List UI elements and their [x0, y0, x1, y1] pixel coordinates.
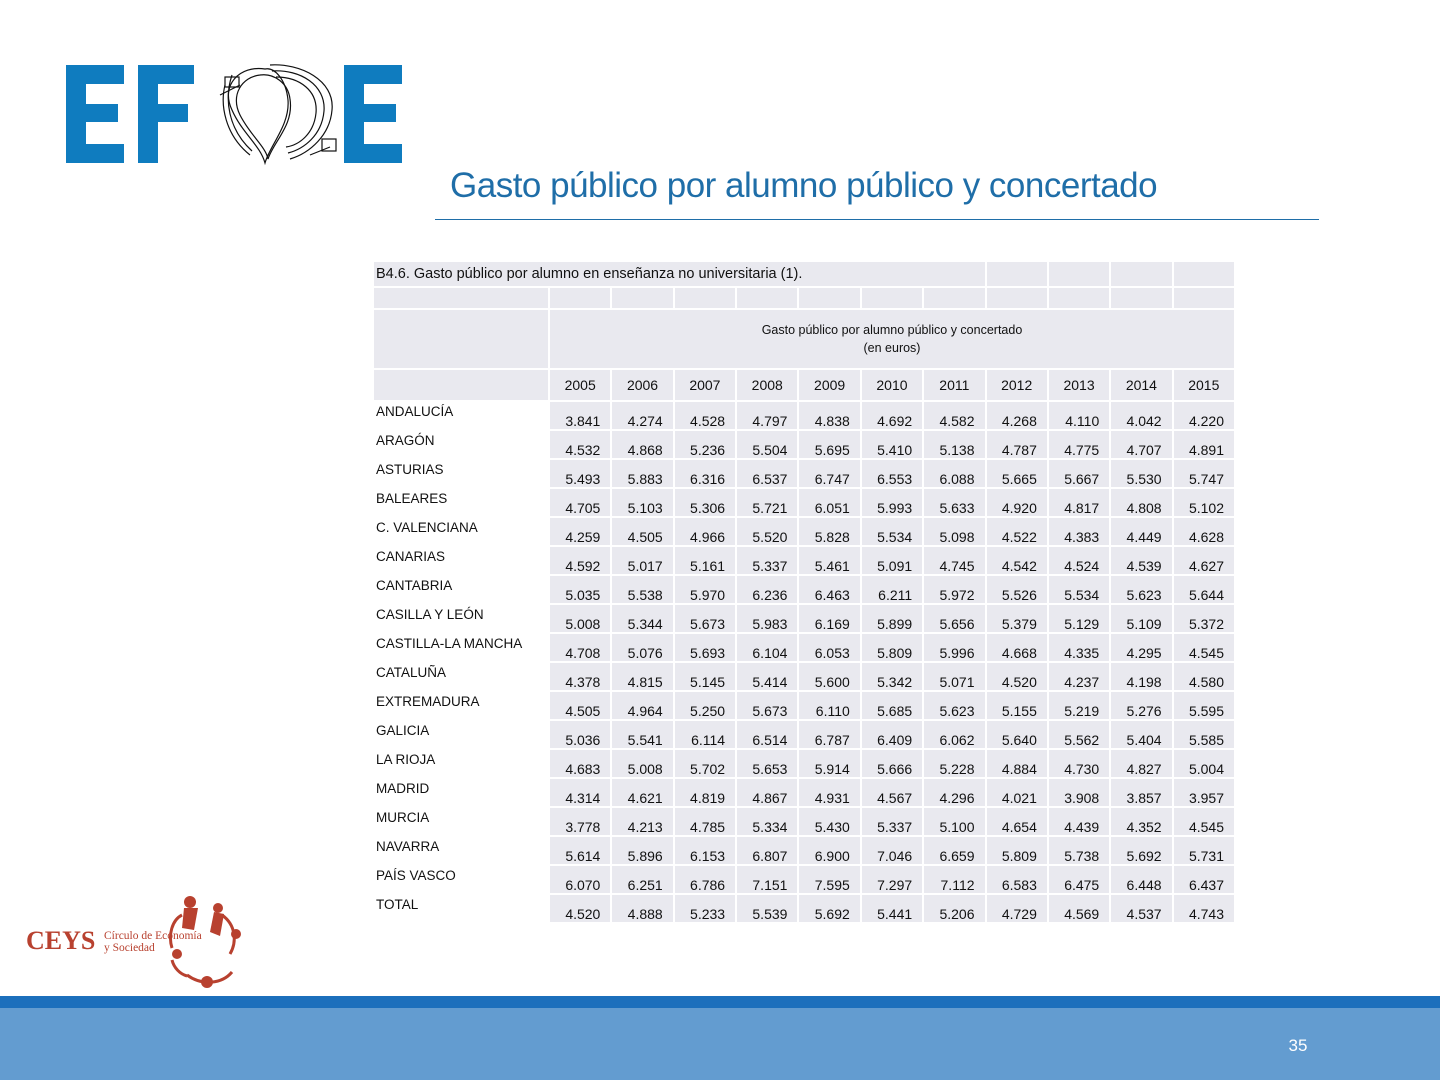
value-cell: 4.582	[924, 402, 984, 429]
value-cell: 4.729	[987, 895, 1047, 922]
value-cell: 5.623	[924, 692, 984, 719]
value-cell: 6.051	[799, 489, 859, 516]
value-cell: 5.896	[612, 837, 672, 864]
value-cell: 5.071	[924, 663, 984, 690]
value-cell: 4.532	[550, 431, 610, 458]
value-cell: 4.314	[550, 779, 610, 806]
value-cell: 5.614	[550, 837, 610, 864]
value-cell: 5.640	[987, 721, 1047, 748]
ceys-short-name: CEYS	[26, 926, 96, 955]
value-cell: 5.129	[1049, 605, 1109, 632]
value-cell: 5.520	[737, 518, 797, 545]
value-cell: 4.259	[550, 518, 610, 545]
region-name: ANDALUCÍA	[376, 404, 454, 419]
value-cell: 5.673	[675, 605, 735, 632]
year-header-row	[374, 370, 1234, 400]
year-header: 2008	[737, 370, 797, 400]
value-cell: 4.545	[1174, 808, 1234, 835]
value-cell: 5.665	[987, 460, 1047, 487]
value-cell: 5.526	[987, 576, 1047, 603]
value-cell: 4.817	[1049, 489, 1109, 516]
value-cell: 4.592	[550, 547, 610, 574]
value-cell: 4.335	[1049, 634, 1109, 661]
value-cell: 4.628	[1174, 518, 1234, 545]
value-cell: 4.213	[612, 808, 672, 835]
value-cell: 4.383	[1049, 518, 1109, 545]
value-cell: 6.448	[1111, 866, 1171, 893]
value-cell: 5.337	[737, 547, 797, 574]
value-cell: 6.409	[862, 721, 922, 748]
value-cell: 4.787	[987, 431, 1047, 458]
value-cell: 5.747	[1174, 460, 1234, 487]
table-row	[374, 460, 1234, 487]
ceys-line1: Círculo de Economía	[104, 930, 202, 942]
value-cell: 5.585	[1174, 721, 1234, 748]
value-cell: 6.062	[924, 721, 984, 748]
value-cell: 5.138	[924, 431, 984, 458]
region-name: MURCIA	[376, 810, 430, 825]
ceys-full-name	[104, 930, 202, 954]
slide-title: Gasto público por alumno público y concertado	[450, 166, 1158, 205]
value-cell: 3.841	[550, 402, 610, 429]
value-cell: 4.920	[987, 489, 1047, 516]
value-cell: 6.659	[924, 837, 984, 864]
year-header: 2015	[1174, 370, 1234, 400]
table-row	[374, 489, 1234, 516]
value-cell: 6.104	[737, 634, 797, 661]
region-name: LA RIOJA	[376, 752, 436, 767]
table-row	[374, 605, 1234, 632]
value-cell: 4.654	[987, 808, 1047, 835]
region-name: ARAGÓN	[376, 433, 435, 448]
value-cell: 5.236	[675, 431, 735, 458]
value-cell: 4.520	[550, 895, 610, 922]
region-name: CASILLA Y LEÓN	[376, 607, 484, 622]
value-cell: 5.538	[612, 576, 672, 603]
value-cell: 5.738	[1049, 837, 1109, 864]
spending-table	[372, 260, 1236, 924]
value-cell: 4.867	[737, 779, 797, 806]
value-cell: 3.857	[1111, 779, 1171, 806]
value-cell: 5.004	[1174, 750, 1234, 777]
year-header: 2012	[987, 370, 1047, 400]
value-cell: 5.334	[737, 808, 797, 835]
value-cell: 5.493	[550, 460, 610, 487]
page-number: 35	[1288, 1036, 1308, 1055]
value-cell: 6.153	[675, 837, 735, 864]
value-cell: 6.583	[987, 866, 1047, 893]
value-cell: 4.569	[1049, 895, 1109, 922]
value-cell: 4.627	[1174, 547, 1234, 574]
value-cell: 4.797	[737, 402, 797, 429]
value-cell: 5.100	[924, 808, 984, 835]
year-header: 2014	[1111, 370, 1171, 400]
table-row	[374, 779, 1234, 806]
value-cell: 5.993	[862, 489, 922, 516]
region-name: EXTREMADURA	[376, 694, 480, 709]
value-cell: 4.785	[675, 808, 735, 835]
value-cell: 5.883	[612, 460, 672, 487]
value-cell: 5.914	[799, 750, 859, 777]
value-cell: 5.692	[1111, 837, 1171, 864]
value-cell: 6.787	[799, 721, 859, 748]
value-cell: 5.091	[862, 547, 922, 574]
value-cell: 4.542	[987, 547, 1047, 574]
value-cell: 5.008	[550, 605, 610, 632]
table-row	[374, 576, 1234, 603]
table-subheader	[550, 310, 1234, 368]
value-cell: 4.743	[1174, 895, 1234, 922]
value-cell: 4.505	[550, 692, 610, 719]
value-cell: 4.931	[799, 779, 859, 806]
value-cell: 5.539	[737, 895, 797, 922]
value-cell: 5.702	[675, 750, 735, 777]
value-cell: 4.537	[1111, 895, 1171, 922]
table-row	[374, 518, 1234, 545]
value-cell: 5.600	[799, 663, 859, 690]
value-cell: 4.021	[987, 779, 1047, 806]
value-cell: 5.461	[799, 547, 859, 574]
value-cell: 5.008	[612, 750, 672, 777]
value-cell: 4.838	[799, 402, 859, 429]
value-cell: 5.666	[862, 750, 922, 777]
value-cell: 4.237	[1049, 663, 1109, 690]
title-divider	[435, 219, 1319, 220]
region-name: MADRID	[376, 781, 430, 796]
table-row	[374, 808, 1234, 835]
table-row	[374, 692, 1234, 719]
value-cell: 6.437	[1174, 866, 1234, 893]
value-cell: 5.899	[862, 605, 922, 632]
value-cell: 5.206	[924, 895, 984, 922]
value-cell: 6.236	[737, 576, 797, 603]
value-cell: 4.580	[1174, 663, 1234, 690]
value-cell: 5.372	[1174, 605, 1234, 632]
value-cell: 4.730	[1049, 750, 1109, 777]
value-cell: 4.966	[675, 518, 735, 545]
value-cell: 6.514	[737, 721, 797, 748]
value-cell: 6.537	[737, 460, 797, 487]
table-row	[374, 547, 1234, 574]
value-cell: 6.807	[737, 837, 797, 864]
value-cell: 6.786	[675, 866, 735, 893]
value-cell: 5.656	[924, 605, 984, 632]
year-header: 2006	[612, 370, 672, 400]
value-cell: 4.198	[1111, 663, 1171, 690]
value-cell: 6.463	[799, 576, 859, 603]
region-name: C. VALENCIANA	[376, 520, 478, 535]
value-cell: 7.297	[862, 866, 922, 893]
table-row	[374, 837, 1234, 864]
value-cell: 4.522	[987, 518, 1047, 545]
table-row	[374, 750, 1234, 777]
value-cell: 5.228	[924, 750, 984, 777]
value-cell: 4.888	[612, 895, 672, 922]
value-cell: 5.430	[799, 808, 859, 835]
value-cell: 5.809	[987, 837, 1047, 864]
value-cell: 6.553	[862, 460, 922, 487]
value-cell: 3.908	[1049, 779, 1109, 806]
value-cell: 5.504	[737, 431, 797, 458]
value-cell: 6.053	[799, 634, 859, 661]
value-cell: 5.972	[924, 576, 984, 603]
value-cell: 5.306	[675, 489, 735, 516]
blank-row	[374, 288, 1234, 308]
subheader-line1: Gasto público por alumno público y concertado	[761, 323, 1023, 337]
value-cell: 5.076	[612, 634, 672, 661]
value-cell: 5.103	[612, 489, 672, 516]
value-cell: 4.505	[612, 518, 672, 545]
ceys-line2: y Sociedad	[104, 942, 155, 954]
region-name: CATALUÑA	[376, 665, 447, 680]
value-cell: 5.098	[924, 518, 984, 545]
value-cell: 5.693	[675, 634, 735, 661]
table-row	[374, 431, 1234, 458]
footer-stripe	[0, 996, 1440, 1008]
region-name: PAÍS VASCO	[376, 868, 456, 883]
footer-bar	[0, 1008, 1440, 1080]
value-cell: 4.449	[1111, 518, 1171, 545]
table-row	[374, 634, 1234, 661]
value-cell: 5.721	[737, 489, 797, 516]
value-cell: 5.233	[675, 895, 735, 922]
year-header: 2011	[924, 370, 984, 400]
value-cell: 5.653	[737, 750, 797, 777]
value-cell: 5.414	[737, 663, 797, 690]
spending-table-container	[372, 260, 1236, 924]
efse-logo	[60, 55, 410, 170]
value-cell: 4.868	[612, 431, 672, 458]
value-cell: 4.539	[1111, 547, 1171, 574]
value-cell: 4.378	[550, 663, 610, 690]
value-cell: 7.046	[862, 837, 922, 864]
value-cell: 4.110	[1049, 402, 1109, 429]
value-cell: 4.296	[924, 779, 984, 806]
value-cell: 5.219	[1049, 692, 1109, 719]
value-cell: 3.778	[550, 808, 610, 835]
value-cell: 4.352	[1111, 808, 1171, 835]
value-cell: 5.036	[550, 721, 610, 748]
value-cell: 5.983	[737, 605, 797, 632]
value-cell: 6.088	[924, 460, 984, 487]
value-cell: 4.708	[550, 634, 610, 661]
value-cell: 5.109	[1111, 605, 1171, 632]
value-cell: 5.970	[675, 576, 735, 603]
value-cell: 4.524	[1049, 547, 1109, 574]
table-row	[374, 721, 1234, 748]
value-cell: 5.344	[612, 605, 672, 632]
value-cell: 4.808	[1111, 489, 1171, 516]
value-cell: 5.530	[1111, 460, 1171, 487]
region-name: CANTABRIA	[376, 578, 453, 593]
value-cell: 5.250	[675, 692, 735, 719]
value-cell: 4.295	[1111, 634, 1171, 661]
value-cell: 5.102	[1174, 489, 1234, 516]
value-cell: 4.775	[1049, 431, 1109, 458]
value-cell: 5.017	[612, 547, 672, 574]
value-cell: 5.379	[987, 605, 1047, 632]
value-cell: 6.251	[612, 866, 672, 893]
value-cell: 5.673	[737, 692, 797, 719]
value-cell: 4.815	[612, 663, 672, 690]
value-cell: 5.562	[1049, 721, 1109, 748]
value-cell: 5.644	[1174, 576, 1234, 603]
value-cell: 5.534	[1049, 576, 1109, 603]
value-cell: 4.668	[987, 634, 1047, 661]
value-cell: 5.035	[550, 576, 610, 603]
value-cell: 5.161	[675, 547, 735, 574]
table-row	[374, 402, 1234, 429]
year-header: 2005	[550, 370, 610, 400]
value-cell: 4.891	[1174, 431, 1234, 458]
value-cell: 5.809	[862, 634, 922, 661]
value-cell: 4.884	[987, 750, 1047, 777]
value-cell: 4.439	[1049, 808, 1109, 835]
value-cell: 5.692	[799, 895, 859, 922]
value-cell: 7.112	[924, 866, 984, 893]
value-cell: 4.705	[550, 489, 610, 516]
region-name: ASTURIAS	[376, 462, 444, 477]
value-cell: 5.541	[612, 721, 672, 748]
subheader-row	[374, 310, 1234, 368]
year-header: 2009	[799, 370, 859, 400]
value-cell: 4.528	[675, 402, 735, 429]
value-cell: 4.827	[1111, 750, 1171, 777]
value-cell: 5.667	[1049, 460, 1109, 487]
value-cell: 5.441	[862, 895, 922, 922]
region-name: CASTILLA-LA MANCHA	[376, 636, 523, 651]
value-cell: 6.070	[550, 866, 610, 893]
value-cell: 4.692	[862, 402, 922, 429]
value-cell: 6.475	[1049, 866, 1109, 893]
value-cell: 5.534	[862, 518, 922, 545]
value-cell: 5.155	[987, 692, 1047, 719]
value-cell: 6.900	[799, 837, 859, 864]
value-cell: 6.747	[799, 460, 859, 487]
value-cell: 7.151	[737, 866, 797, 893]
value-cell: 4.621	[612, 779, 672, 806]
value-cell: 7.595	[799, 866, 859, 893]
value-cell: 6.110	[799, 692, 859, 719]
table-caption: B4.6. Gasto público por alumno en enseñanza no universitaria (1).	[374, 262, 985, 286]
region-name: BALEARES	[376, 491, 448, 506]
value-cell: 5.731	[1174, 837, 1234, 864]
year-header: 2013	[1049, 370, 1109, 400]
region-name: TOTAL	[376, 897, 419, 912]
value-cell: 5.276	[1111, 692, 1171, 719]
value-cell: 4.567	[862, 779, 922, 806]
value-cell: 5.828	[799, 518, 859, 545]
year-header: 2010	[862, 370, 922, 400]
value-cell: 5.410	[862, 431, 922, 458]
value-cell: 4.220	[1174, 402, 1234, 429]
region-name: GALICIA	[376, 723, 430, 738]
value-cell: 5.685	[862, 692, 922, 719]
value-cell: 4.274	[612, 402, 672, 429]
subheader-line2: (en euros)	[863, 341, 921, 355]
value-cell: 5.633	[924, 489, 984, 516]
value-cell: 6.114	[675, 721, 735, 748]
value-cell: 4.545	[1174, 634, 1234, 661]
value-cell: 5.623	[1111, 576, 1171, 603]
region-name: CANARIAS	[376, 549, 446, 564]
value-cell: 5.342	[862, 663, 922, 690]
value-cell: 4.683	[550, 750, 610, 777]
value-cell: 6.211	[862, 576, 922, 603]
value-cell: 6.169	[799, 605, 859, 632]
year-header: 2007	[675, 370, 735, 400]
caption-row	[374, 262, 1234, 286]
value-cell: 4.819	[675, 779, 735, 806]
region-name: NAVARRA	[376, 839, 440, 854]
value-cell: 4.707	[1111, 431, 1171, 458]
value-cell: 5.404	[1111, 721, 1171, 748]
value-cell: 4.268	[987, 402, 1047, 429]
value-cell: 4.042	[1111, 402, 1171, 429]
value-cell: 5.996	[924, 634, 984, 661]
value-cell: 5.337	[862, 808, 922, 835]
value-cell: 6.316	[675, 460, 735, 487]
value-cell: 4.745	[924, 547, 984, 574]
value-cell: 4.520	[987, 663, 1047, 690]
value-cell: 5.695	[799, 431, 859, 458]
table-row	[374, 663, 1234, 690]
value-cell: 3.957	[1174, 779, 1234, 806]
table-row	[374, 895, 1234, 922]
value-cell: 5.595	[1174, 692, 1234, 719]
value-cell: 5.145	[675, 663, 735, 690]
table-row	[374, 866, 1234, 893]
value-cell: 4.964	[612, 692, 672, 719]
